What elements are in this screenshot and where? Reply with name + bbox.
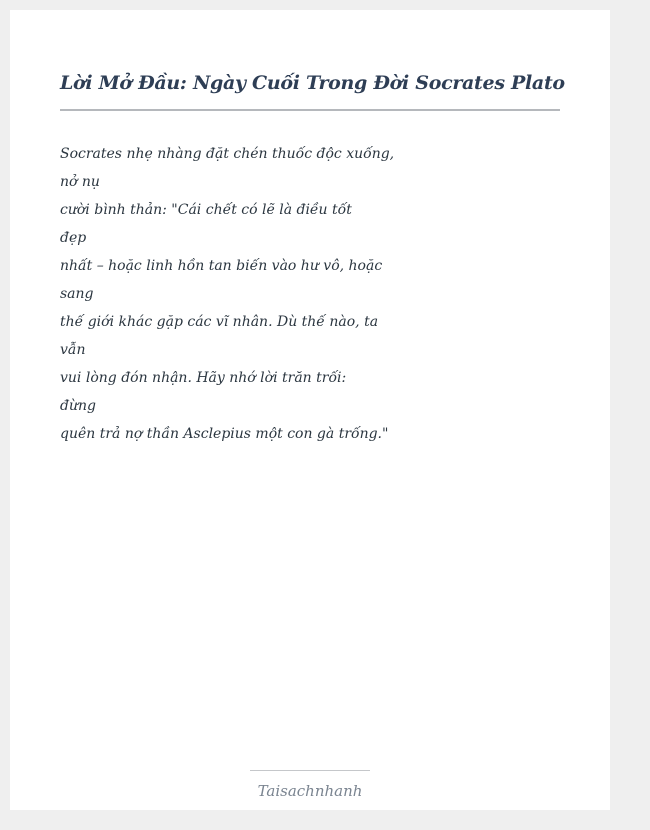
body-line: vẫn xyxy=(60,342,86,358)
body-line: quên trả nợ thần Asclepius một con gà trống." xyxy=(60,426,389,442)
footer-brand: Taisachnhanh xyxy=(257,782,363,800)
body-line: thế giới khác gặp các vĩ nhân. Dù thế nào, ta xyxy=(60,314,379,330)
body-line: cười bình thản: "Cái chết có lẽ là điều tốt xyxy=(60,202,352,218)
footer-divider xyxy=(250,770,370,771)
page-title: Lời Mở Đầu: Ngày Cuối Trong Đời Socrates Plato xyxy=(60,72,565,94)
body-line: sang xyxy=(60,286,94,302)
body-line: đừng xyxy=(60,398,96,414)
body-line: vui lòng đón nhận. Hãy nhớ lời trăn trối: xyxy=(60,370,347,386)
body-line: Socrates nhẹ nhàng đặt chén thuốc độc xuống, xyxy=(60,146,395,162)
title-divider xyxy=(60,109,560,111)
document-page xyxy=(10,10,610,810)
body-line: nhất – hoặc linh hồn tan biến vào hư vô, hoặc xyxy=(60,258,383,274)
body-paragraph xyxy=(60,140,395,448)
body-line: nở nụ xyxy=(60,174,100,190)
body-line: đẹp xyxy=(60,230,87,246)
